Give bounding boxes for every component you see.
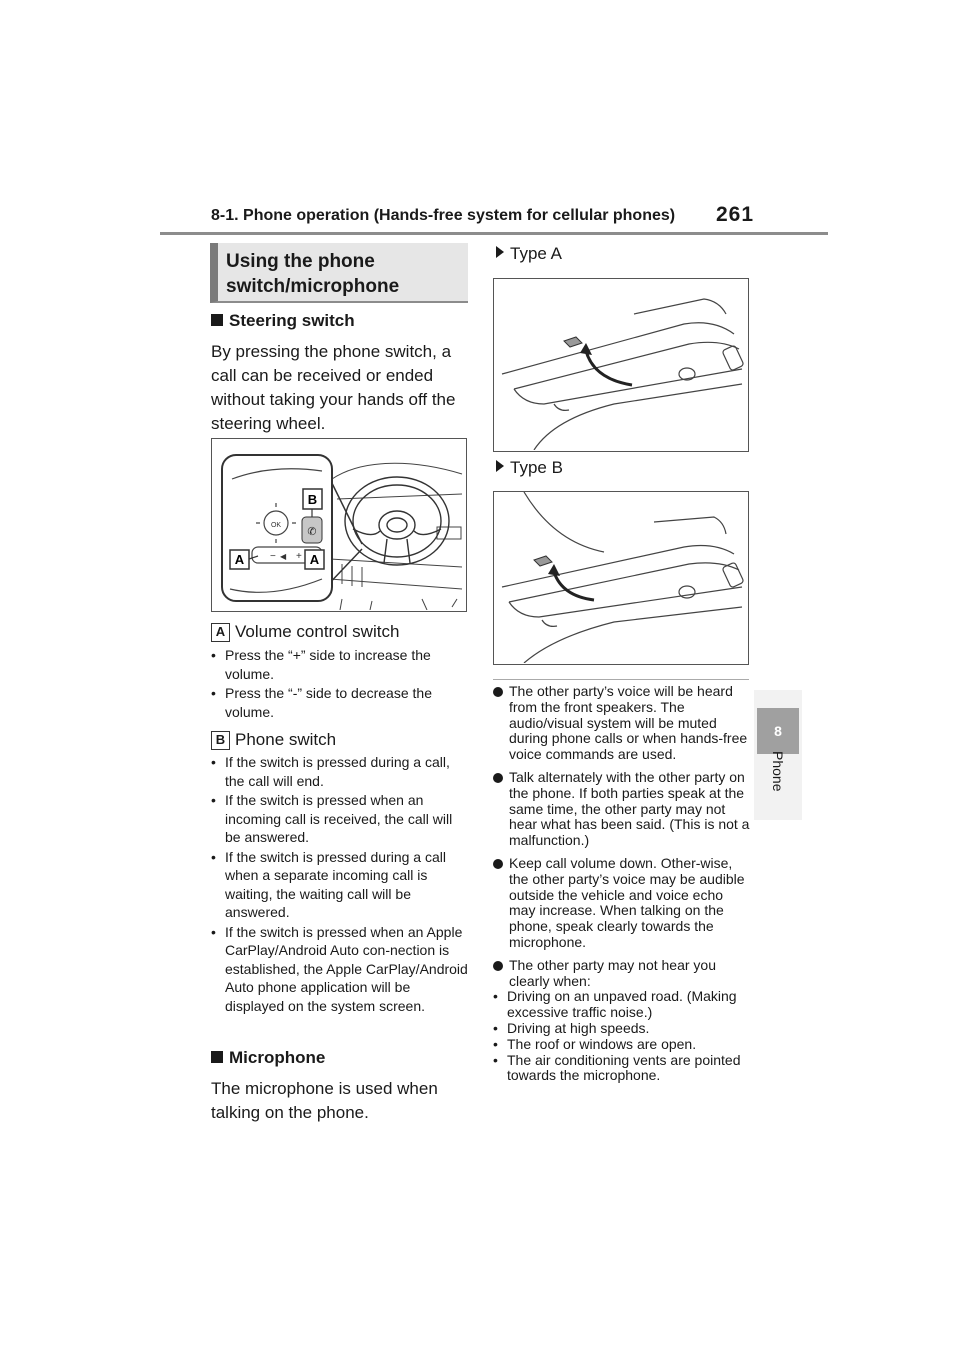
list-item: • Driving on an unpaved road. (Making excessive traffic noise.) — [493, 989, 751, 1021]
running-header-title: 8-1. Phone operation (Hands-free system for cellular phones) — [211, 207, 676, 224]
list-item: The other party’s voice will be heard from the front speakers. The audio/visual system will be muted during phone calls or when hands-free voice commands are used. — [493, 684, 751, 763]
plus-sign: + — [296, 551, 302, 562]
speaker-icon: ◀ — [280, 552, 287, 561]
microphone-description: The microphone is used when talking on the phone. — [211, 1079, 438, 1122]
figure-label-a-right: A — [309, 552, 320, 567]
type-a-label: Type A — [496, 244, 562, 264]
round-bullet-icon — [493, 773, 503, 783]
round-bullet-icon — [493, 961, 503, 971]
triangle-bullet-icon — [496, 460, 504, 472]
ok-button-label: OK — [270, 522, 282, 529]
list-item: • If the switch is pressed during a call, the call will end. — [211, 753, 471, 790]
volume-switch-bullets — [211, 646, 471, 722]
notes-rule — [493, 679, 749, 680]
list-item: • The air conditioning vents are pointed towards the microphone. — [493, 1053, 751, 1085]
steering-wheel-illustration — [212, 439, 465, 610]
volume-switch-title: A Volume control switch — [211, 622, 399, 642]
overhead-console-type-a-illustration — [494, 279, 747, 450]
steering-switch-description: By pressing the phone switch, a call can be received or ended without taking your hands off the steering wheel. — [211, 342, 456, 433]
round-bullet-icon — [493, 859, 503, 869]
list-item: Talk alternately with the other party on the phone. If both parties speak at the same time, the other party may not hear what has been said. (This is not a malfunction.) — [493, 770, 751, 849]
label-badge-b: B — [211, 731, 230, 750]
list-item: • Press the “-” side to decrease the volume. — [211, 684, 471, 721]
microphone-heading: Microphone — [211, 1048, 325, 1068]
overhead-console-type-b-illustration — [494, 492, 747, 663]
chapter-label: Phone — [770, 750, 786, 792]
chapter-number-badge: 8 — [757, 708, 799, 754]
list-item: • The roof or windows are open. — [493, 1037, 751, 1053]
phone-switch-title: B Phone switch — [211, 730, 336, 750]
triangle-bullet-icon — [496, 246, 504, 258]
square-bullet-icon — [211, 314, 223, 326]
section-heading — [210, 243, 468, 303]
figure-label-b: B — [307, 492, 318, 507]
header-rule — [160, 232, 828, 235]
notes-list — [493, 684, 751, 1091]
type-b-label: Type B — [496, 458, 563, 478]
list-item: • If the switch is pressed during a call when a separate incoming call is waiting, the waiting call will be answered. — [211, 848, 471, 922]
phone-switch-bullets — [211, 753, 471, 1016]
page-number: 261 — [716, 203, 755, 226]
type-a-figure — [493, 278, 749, 452]
figure-label-a-left: A — [234, 552, 245, 567]
steering-switch-heading: Steering switch — [211, 311, 355, 331]
steering-switch-figure — [211, 438, 467, 612]
section-heading-line2: switch/microphone — [226, 276, 400, 297]
list-item: Keep call volume down. Other-wise, the other party’s voice may be audible outside the vehicle and voice echo may increase. When talking on the phone, speak clearly towards the microphone. — [493, 856, 751, 951]
sub-bullet-list — [493, 989, 751, 1084]
section-heading-line1: Using the phone — [226, 251, 375, 272]
minus-sign: − — [270, 551, 276, 562]
label-badge-a: A — [211, 623, 230, 642]
round-bullet-icon — [493, 687, 503, 697]
list-item: The other party may not hear you clearly when: • Driving on an unpaved road. (Making excessive traffic noise.) • Driving at high speeds. • The roof or windows are open. • The air conditioning vents are pointed towards the microphone. — [493, 958, 751, 1084]
type-b-figure — [493, 491, 749, 665]
list-item: • Press the “+” side to increase the volume. — [211, 646, 471, 683]
list-item: • If the switch is pressed when an Apple CarPlay/Android Auto con-nection is established, the Apple CarPlay/Android Auto phone application will be displayed on the system screen. — [211, 923, 471, 1016]
phone-switch-icon: ✆ — [307, 525, 317, 538]
list-item: • Driving at high speeds. — [493, 1021, 751, 1037]
list-item: • If the switch is pressed when an incoming call is received, the call will be answered. — [211, 791, 471, 847]
square-bullet-icon — [211, 1051, 223, 1063]
